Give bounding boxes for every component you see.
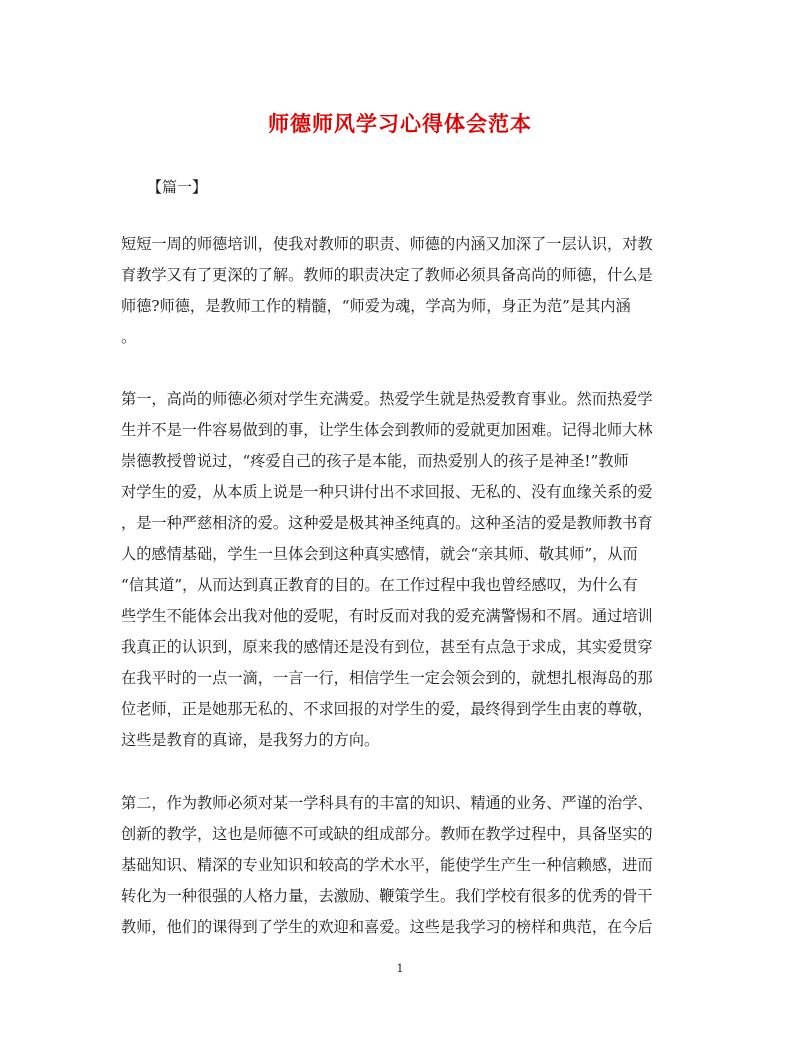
document-title: 师德师风学习心得体会范本 [268,111,532,136]
paragraph-line: 。 [121,328,137,346]
paragraph-line: 教师，他们的课得到了学生的欢迎和喜爱。这些是我学习的榜样和典范，在今后 [121,918,653,936]
paragraph-line: 我真正的认识到，原来我的感情还是没有到位，甚至有点急于求成，其实爱贯穿 [121,638,653,656]
paragraph-line: ，是一种严慈相济的爱。这种爱是极其神圣纯真的。这种圣洁的爱是教师教书育 [121,514,653,532]
paragraph-line: 创新的教学，这也是师德不可或缺的组成部分。教师在教学过程中，具备坚实的 [121,825,653,843]
paragraph-line: 生并不是一件容易做到的事，让学生体会到教师的爱就更加困难。记得北师大林 [121,421,653,439]
paragraph-line: 在我平时的一点一滴，一言一行，相信学生一定会领会到的，就想扎根海岛的那 [121,669,653,687]
paragraph-line: 这些是教育的真谛，是我努力的方向。 [121,731,380,749]
paragraph-line: 育教学又有了更深的了解。教师的职责决定了教师必须具备高尚的师德，什么是 [121,266,653,284]
paragraph-line: 人的感情基础，学生一旦体会到这种真实感情，就会“亲其师、敬其师”，从而 [121,545,638,563]
paragraph-line: 位老师，正是她那无私的、不求回报的对学生的爱，最终得到学生由衷的尊敬， [121,700,653,718]
paragraph-line: “信其道”，从而达到真正教育的目的。在工作过程中我也曾经感叹，为什么有 [121,576,638,594]
paragraph-line: 崇德教授曾说过，“疼爱自己的孩子是本能，而热爱别人的孩子是神圣!”教师 [121,452,629,470]
paragraph-line: 第二，作为教师必须对某一学科具有的丰富的知识、精通的业务、严谨的治学、 [121,794,653,812]
section-label: 【篇一】 [147,178,208,196]
paragraph-2 [121,384,681,756]
paragraph-line: 基础知识、精深的专业知识和较高的学术水平，能使学生产生一种信赖感，进而 [121,856,653,874]
paragraph-line: 转化为一种很强的人格力量，去激励、鞭策学生。我们学校有很多的优秀的骨干 [121,887,653,905]
paragraph-line: 些学生不能体会出我对他的爱呢，有时反而对我的爱充满警惕和不屑。通过培训 [121,607,653,625]
paragraph-line: 短短一周的师德培训，使我对教师的职责、师德的内涵又加深了一层认识，对教 [121,235,653,253]
paragraph-3 [121,788,681,943]
paragraph-line: 师德?师德，是教师工作的精髓，“师爱为魂，学高为师，身正为范”是其内涵 [121,297,631,315]
page-number: 1 [396,962,404,975]
paragraph-line: 第一，高尚的师德必须对学生充满爱。热爱学生就是热爱教育事业。然而热爱学 [121,390,653,408]
paragraph-1 [121,229,681,353]
paragraph-line: 对学生的爱，从本质上说是一种只讲付出不求回报、无私的、没有血缘关系的爱 [121,483,653,501]
